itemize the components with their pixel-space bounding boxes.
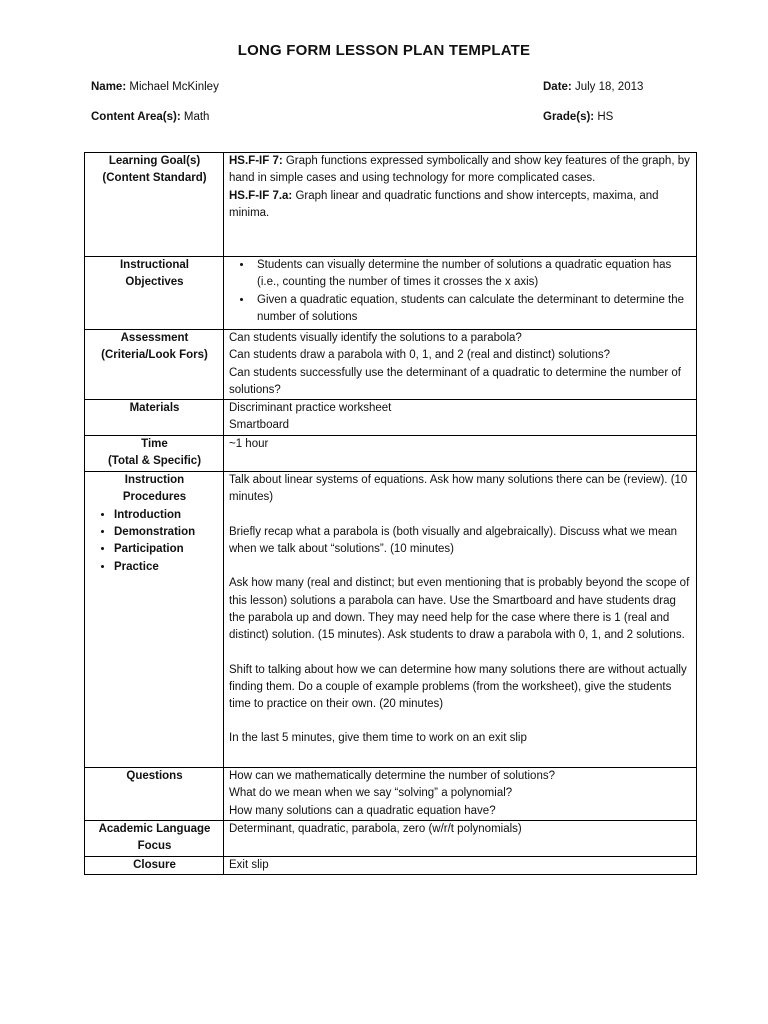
questions-label: Questions xyxy=(85,768,224,821)
row-closure xyxy=(85,856,697,874)
procedures-label xyxy=(85,472,224,768)
list-item: • Given a quadratic equation, students can calculate the determinant to determine the number of solutions xyxy=(253,292,692,327)
date-value: July 18, 2013 xyxy=(574,81,644,93)
learning-goals-label-line1: Learning Goal(s) xyxy=(108,155,201,167)
time-label-line1: Time xyxy=(141,438,168,451)
assessment-question: Can students draw a parabola with 0, 1, and 2 (real and distinct) solutions? xyxy=(229,349,610,362)
procedure-paragraph: Shift to talking about how we can determine how many solutions there are without actually finding them. Do a couple of example problems (from the worksheet), give the students time to practice on their own. (20 minutes) xyxy=(229,663,687,711)
time-label xyxy=(85,436,224,472)
name-field xyxy=(91,80,219,94)
list-item: • Introduction xyxy=(114,507,219,524)
objectives-label xyxy=(85,257,224,330)
objectives-label-line1: Instructional xyxy=(119,259,189,271)
lesson-plan-table xyxy=(84,152,697,875)
time-content: ~1 hour xyxy=(224,436,697,472)
materials-content xyxy=(224,400,697,436)
standard-2-text: Graph linear and quadratic functions and show intercepts, maxima, and minima. xyxy=(229,189,659,219)
row-assessment xyxy=(85,330,697,400)
academic-language-label-line2: Focus xyxy=(137,840,172,853)
standard-1-text: Graph functions expressed symbolically and show key features of the graph, by hand in simple cases and using technology for more complicated cases. xyxy=(229,155,690,185)
content-area-field xyxy=(91,110,209,124)
academic-language-label xyxy=(85,821,224,857)
list-item: • Students can visually determine the number of solutions a quadratic equation has (i.e., counting the number of times it crosses the x axis) xyxy=(253,257,692,292)
procedure-steps xyxy=(90,507,219,576)
assessment-question: Can students visually identify the solutions to a parabola? xyxy=(229,332,522,344)
academic-language-content: Determinant, quadratic, parabola, zero (w/r/t polynomials) xyxy=(224,821,697,857)
objectives-list xyxy=(229,257,692,326)
assessment-question: Can students successfully use the determinant of a quadratic to determine the number of solutions? xyxy=(229,366,681,396)
document-title: LONG FORM LESSON PLAN TEMPLATE xyxy=(237,42,531,59)
procedures-content xyxy=(224,472,697,768)
procedure-paragraph: In the last 5 minutes, give them time to work on an exit slip xyxy=(229,732,527,745)
objectives-content xyxy=(224,257,697,330)
materials-label: Materials xyxy=(85,400,224,436)
row-questions xyxy=(85,768,697,821)
row-academic-language xyxy=(85,821,697,857)
name-value: Michael McKinley xyxy=(129,81,219,93)
assessment-content xyxy=(224,330,697,400)
material-item: Discriminant practice worksheet xyxy=(229,402,392,415)
row-objectives xyxy=(85,257,697,330)
date-label: Date: xyxy=(543,81,572,93)
list-item: • Practice xyxy=(114,559,219,576)
row-procedures xyxy=(85,472,697,768)
procedure-paragraph: Talk about linear systems of equations. Ask how many solutions there can be (review). (10 minutes) xyxy=(229,474,688,504)
standard-1-code: HS.F-IF 7: xyxy=(229,155,283,167)
content-area-label: Content Area(s): xyxy=(91,111,181,123)
grades-label: Grade(s): xyxy=(543,111,595,123)
assessment-label-line2: (Criteria/Look Fors) xyxy=(101,349,208,362)
list-item: • Demonstration xyxy=(114,524,219,541)
standard-2-code: HS.F-IF 7.a: xyxy=(229,189,293,202)
learning-goals-content xyxy=(224,153,697,257)
procedure-paragraph: Briefly recap what a parabola is (both visually and algebraically). Discuss what we mean when we talk about “solutions”. (10 minutes) xyxy=(229,525,678,556)
grades-field xyxy=(543,110,613,124)
assessment-label xyxy=(85,330,224,400)
name-label: Name: xyxy=(91,81,127,93)
material-item: Smartboard xyxy=(229,419,290,432)
objectives-label-line2: Objectives xyxy=(125,276,184,289)
date-field xyxy=(543,80,643,94)
grades-value: HS xyxy=(597,111,614,123)
question-item: How can we mathematically determine the number of solutions? xyxy=(229,770,555,783)
procedures-label-line1: Instruction xyxy=(124,474,185,487)
questions-content xyxy=(224,768,697,821)
learning-goals-label-line2: (Content Standard) xyxy=(102,172,207,185)
academic-language-label-line1: Academic Language xyxy=(98,823,211,836)
assessment-label-line1: Assessment xyxy=(120,332,189,344)
question-item: How many solutions can a quadratic equation have? xyxy=(229,804,496,817)
procedures-label-line2: Procedures xyxy=(122,491,187,504)
closure-label: Closure xyxy=(85,856,224,874)
procedure-paragraph: Ask how many (real and distinct; but even mentioning that is probably beyond the scope of this lesson) solutions a parabola can have. Use the Smartboard and have students drag the parabola up and down. They may need help for the case where there is 1 (real and distinct) solution. (15 minutes). Ask students to draw a parabola with 0, 1, and 2 solutions. xyxy=(229,577,690,642)
closure-content: Exit slip xyxy=(224,856,697,874)
time-label-line2: (Total & Specific) xyxy=(107,455,202,468)
question-item: What do we mean when we say “solving” a polynomial? xyxy=(229,787,513,800)
standard-2 xyxy=(229,188,692,223)
row-learning-goals xyxy=(85,153,697,257)
content-area-value: Math xyxy=(183,111,210,123)
row-materials xyxy=(85,400,697,436)
learning-goals-label xyxy=(85,153,224,257)
standard-1 xyxy=(229,153,692,188)
list-item: • Participation xyxy=(114,541,219,558)
row-time xyxy=(85,436,697,472)
